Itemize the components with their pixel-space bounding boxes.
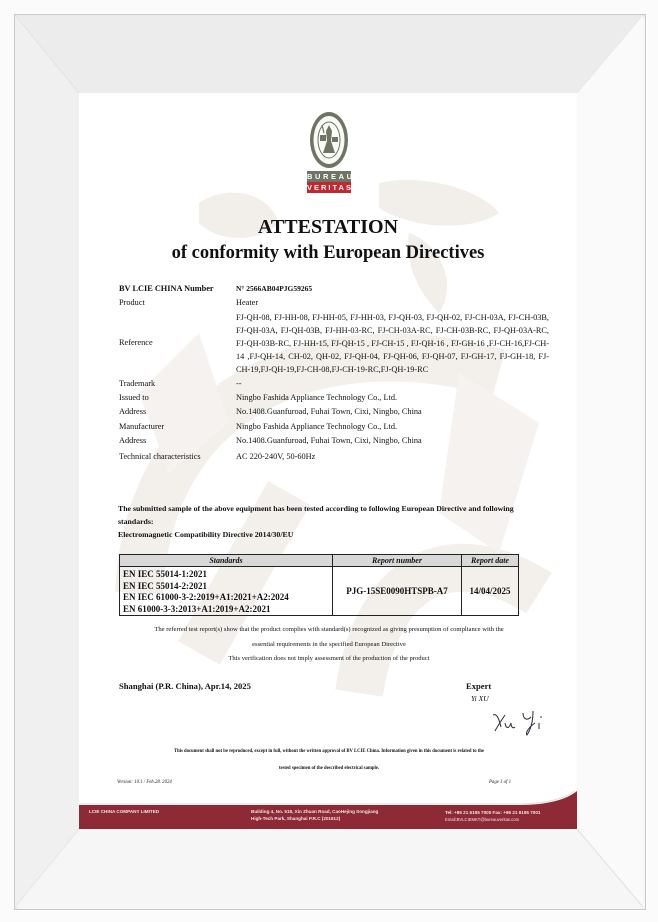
- field-value: Heater: [236, 298, 259, 308]
- field-trademark: [119, 377, 549, 391]
- header-standards: Standards: [120, 555, 333, 567]
- verification-note: This verification does not imply assessment of the production of the product: [228, 655, 430, 662]
- company-footer: [79, 805, 577, 829]
- bureau-veritas-seal-icon: [309, 111, 349, 169]
- certificate-document: [79, 93, 577, 829]
- footer-curve: [79, 791, 577, 807]
- compliance-note: essential requirements in the specified European Directive: [252, 641, 406, 648]
- report-number-cell: PJG-15SE0090HTSPB-A7: [333, 567, 462, 616]
- logo-veritas-label: VERITAS: [307, 183, 353, 192]
- document-subtitle: of conformity with European Directives: [171, 243, 485, 263]
- certificate-number: N° 2566AB04PJG59265: [236, 284, 313, 293]
- table-header-row: [120, 555, 519, 567]
- certificate-fields: [119, 282, 549, 464]
- field-address-2: [119, 434, 549, 448]
- standards-table: [119, 554, 519, 616]
- field-label: Address: [119, 435, 147, 445]
- standard-item: EN IEC 55014-1:2021: [123, 569, 208, 579]
- disclaimer-text: tested specimen of the described electrical sample.: [278, 766, 380, 771]
- header-report-number: Report number: [333, 555, 462, 567]
- bureau-veritas-logo: [305, 111, 353, 195]
- footer-email: Email:BVLCIEMKT@bureauveritas.com: [445, 816, 520, 822]
- field-label: Issued to: [119, 392, 149, 402]
- field-technical: [119, 450, 549, 464]
- signature-image: [489, 705, 549, 737]
- field-value: AC 220-240V, 50-60Hz: [236, 452, 316, 462]
- field-label: Manufacturer: [119, 421, 165, 431]
- compliance-note: The referred test report(s) show that the product complies with standard(s) recognized as giving presumption of compliance with the: [154, 626, 504, 633]
- field-issued-to: [119, 391, 549, 405]
- document-title: ATTESTATION: [257, 216, 399, 238]
- footer-tel-fax: Tel: +86 21 6195 7000 Fax: +86 21 6195 7001: [445, 810, 541, 815]
- logo-bureau-label: BUREAU: [307, 172, 355, 181]
- footer-address-line: Building 4, No. 518, Xin Zhuan Road, CaoHejing Songjiang: [251, 809, 379, 814]
- footer-company: LCIE CHINA COMPANY LIMITED: [89, 809, 160, 814]
- footer-contact: [445, 810, 540, 823]
- field-value: No.1408.Guanfuroad, Fuhai Town, Cixi, Ningbo, China: [236, 435, 422, 445]
- field-value: Ningbo Fashida Appliance Technology Co., Ltd.: [236, 421, 398, 431]
- disclaimer-text: This document shall not be reproduced, except in full, without the written approval of BV LCIE China. Information given in this document is related to the: [173, 749, 484, 754]
- expert-name: Yi XU: [471, 694, 489, 703]
- directive-name: Electromagnetic Compatibility Directive 2014/30/EU: [118, 530, 294, 540]
- field-product: [119, 296, 549, 310]
- standard-item: EN IEC 61000-3-2:2019+A1:2021+A2:2024: [123, 592, 289, 602]
- footer-address-line: High-Tech Park, Shanghai P.R.C (201612): [251, 815, 341, 821]
- field-value: FJ-QH-08, FJ-HH-08, FJ-HH-05, FJ-HH-03, FJ-QH-03, FJ-QH-02, FJ-CH-03A, FJ-CH-03B, FJ-QH-03A, FJ-QH-03B, FJ-HH-03-RC, FJ-CH-03A-RC, FJ-CH-03B-RC, FJ-QH-03A-RC, FJ-QH-03B-RC, FJ-HH-15, FJ-QH-15 , FJ-CH-15 , FJ-QH-16 , FJ-GH-16 ,FJ-CH-16,FJ-CH-14 ,FJ-QH-14, CH-02, QH-02, FJ-QH-04, FJ-QH-06, FJ-QH-07, FJ-GH-17, FJ-GH-18, FJ-CH-19,FJ-QH-19,FJ-CH-08,FJ-CH-19-RC,FJ-QH-19-RC: [236, 312, 549, 375]
- standards-cell: [120, 567, 333, 616]
- field-label: Product: [119, 298, 145, 308]
- version-label: Version: 10.1 / Feb.28. 2024: [117, 780, 172, 785]
- field-label: Reference: [119, 338, 153, 348]
- field-label: BV LCIE CHINA Number: [119, 284, 214, 293]
- field-label: Technical characteristics: [119, 452, 201, 462]
- report-date-cell: 14/04/2025: [461, 567, 518, 616]
- header-report-date: Report date: [461, 555, 518, 567]
- field-value: Ningbo Fashida Appliance Technology Co., Ltd.: [236, 392, 398, 402]
- field-address-1: [119, 405, 549, 419]
- field-label: Address: [119, 407, 147, 417]
- expert-label: Expert: [466, 681, 492, 691]
- statement-text: The submitted sample of the above equipment has been tested according to following European Directive and following standards:: [118, 504, 514, 527]
- field-value: No.1408.Guanfuroad, Fuhai Town, Cixi, Ningbo, China: [236, 407, 422, 417]
- standard-item: EN IEC 55014-2:2021: [123, 580, 208, 591]
- field-label: Trademark: [119, 378, 156, 388]
- test-statement: [118, 502, 548, 542]
- table-row: [120, 567, 519, 616]
- place-and-date: Shanghai (P.R. China), Apr.14, 2025: [119, 681, 251, 691]
- field-reference: [119, 311, 549, 377]
- field-manufacturer: [119, 420, 549, 434]
- field-value: --: [236, 378, 242, 388]
- footer-address: [251, 809, 378, 822]
- page-number: Page 1 of 1: [489, 780, 511, 785]
- standard-item: EN 61000-3-3:2013+A1:2019+A2:2021: [123, 603, 271, 614]
- field-number: [119, 282, 549, 296]
- seal-year: 1828: [323, 159, 335, 164]
